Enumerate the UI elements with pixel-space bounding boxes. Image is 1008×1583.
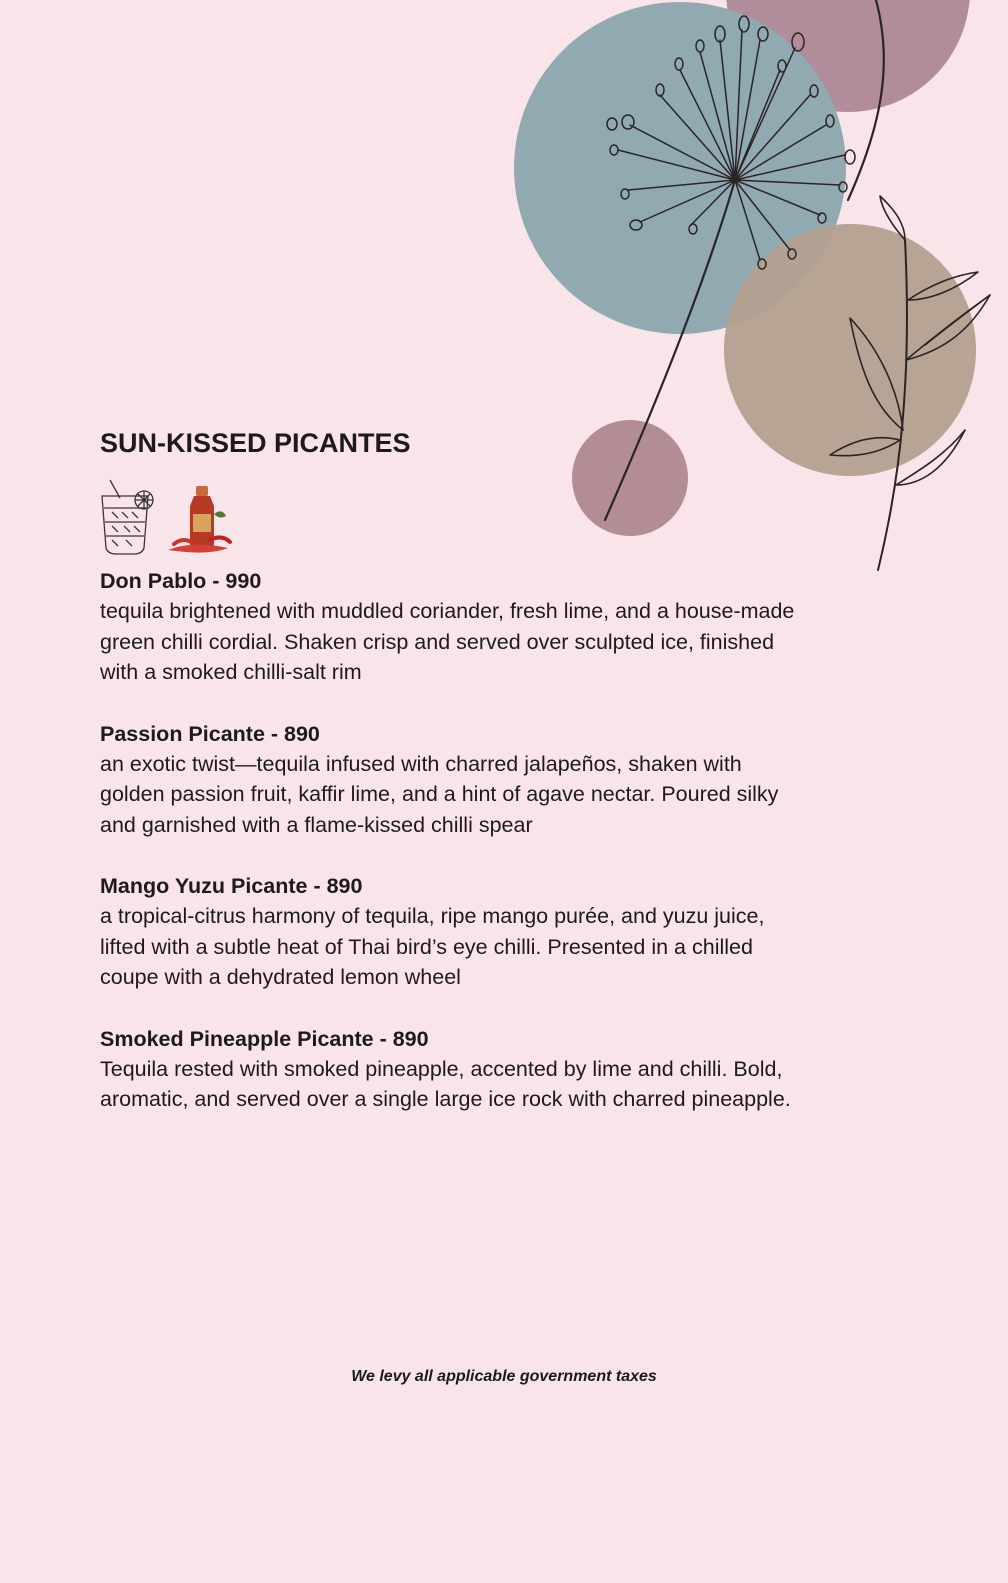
item-description (100, 596, 860, 688)
item-description (100, 901, 860, 993)
description-line: lifted with a subtle heat of Thai bird’s eye chilli. Presented in a chilled (100, 934, 753, 959)
description-line: with a smoked chilli-salt rim (100, 660, 362, 684)
item-name: Don Pablo - 990 (100, 569, 262, 593)
taupe-circle (724, 224, 976, 476)
menu-item-don-pablo (100, 566, 860, 688)
menu-icons (98, 478, 248, 558)
cocktail-glass-icon (102, 480, 153, 554)
chilli-bottle-icon (168, 486, 230, 553)
item-name: Passion Picante - 890 (100, 721, 320, 746)
description-line: aromatic, and served over a single large ice rock with charred pineapple. (100, 1087, 791, 1111)
item-name: Mango Yuzu Picante - 890 (100, 874, 363, 898)
item-name: Smoked Pineapple Picante - 890 (100, 1026, 429, 1051)
menu-list (100, 566, 860, 1146)
item-description (100, 749, 860, 841)
item-description (100, 1054, 860, 1115)
description-line: green chilli cordial. Shaken crisp and served over sculpted ice, finished (100, 629, 775, 654)
description-line: an exotic twist—tequila infused with charred jalapeños, shaken with (100, 751, 742, 776)
description-line: tequila brightened with muddled coriander, fresh lime, and a house-made (100, 599, 795, 623)
description-line: coupe with a dehydrated lemon wheel (100, 965, 461, 989)
section-title: SUN-KISSED PICANTES (100, 428, 411, 458)
menu-item-passion-picante (100, 719, 860, 841)
small-mauve-circle (572, 420, 688, 536)
menu-item-mango-yuzu-picante (100, 871, 860, 993)
description-line: golden passion fruit, kaffir lime, and a hint of agave nectar. Poured silky (100, 782, 779, 806)
description-line: a tropical-citrus harmony of tequila, ripe mango purée, and yuzu juice, (100, 904, 765, 928)
menu-item-smoked-pineapple-picante (100, 1024, 860, 1115)
tax-note: We levy all applicable government taxes (351, 1368, 657, 1385)
description-line: Tequila rested with smoked pineapple, accented by lime and chilli. Bold, (100, 1056, 783, 1081)
description-line: and garnished with a flame-kissed chilli spear (100, 812, 533, 837)
